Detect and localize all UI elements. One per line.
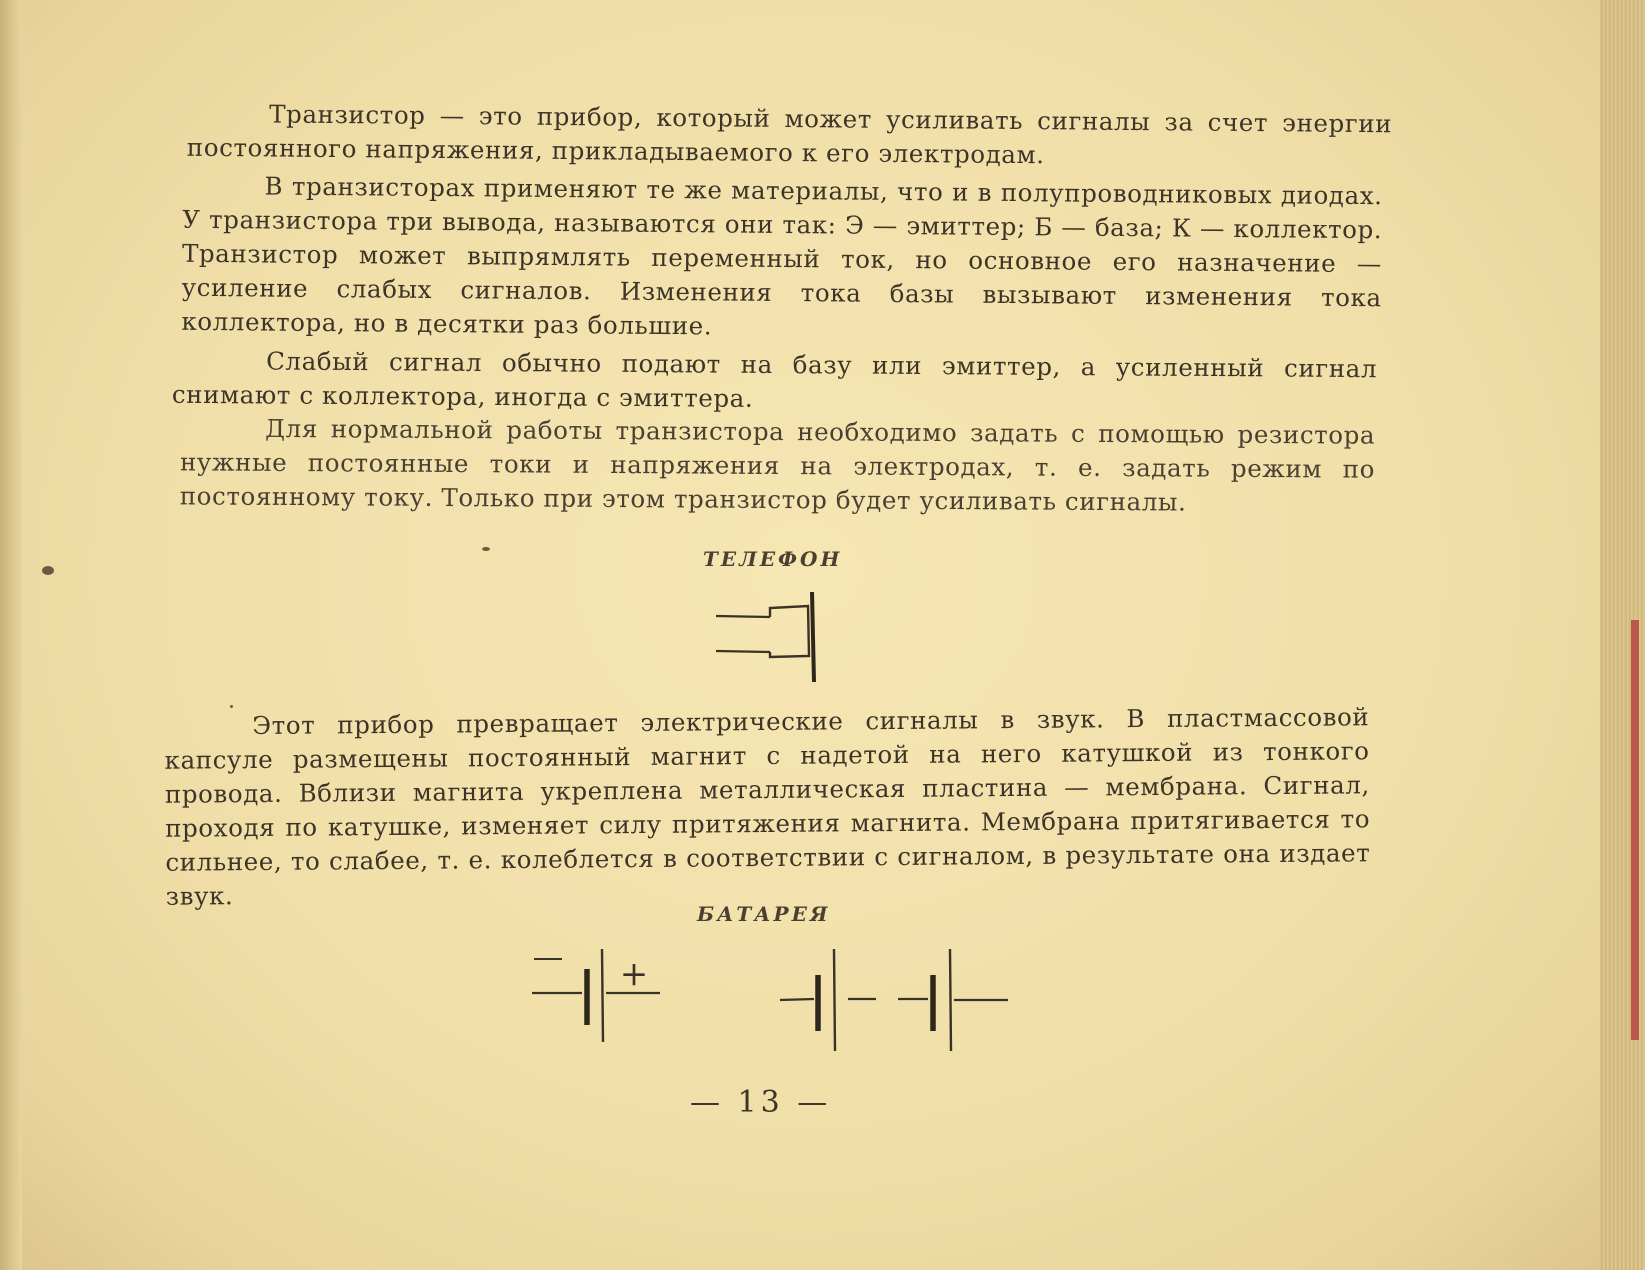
telephone-schematic-icon xyxy=(708,590,828,685)
page-binding xyxy=(0,0,22,1270)
paragraph-signal-input: Слабый сигнал обычно подают на базу или эмиттер, а усиленный сигнал снимают с коллектора, иногда с эмиттера. xyxy=(171,346,1378,413)
heading-battery: БАТАРЕЯ xyxy=(697,902,831,926)
ink-spot xyxy=(42,566,54,575)
page-stack-edge xyxy=(1600,0,1645,1270)
battery-plus-sign: + xyxy=(619,954,649,994)
heading-telephone: ТЕЛЕФОН xyxy=(703,547,843,571)
paragraph-transistor-leads: В транзисторах применяют те же материалы, что и в полупроводниковых диодах. У транзистора три вывода, называются они так: Э — эмиттер; Б — база; К — коллектор. Транзистор может выпрямлять переменный ток, но основное его назначение — усиление слабых сигналов. Изменения тока базы вызывают изменения тока коллектора, но в десятки раз большие. xyxy=(181,171,1383,341)
ink-spot xyxy=(230,705,233,708)
battery-cell-schematic-icon xyxy=(530,945,670,1045)
cover-edge xyxy=(1631,620,1639,1040)
page-number: — 13 — xyxy=(690,1085,832,1120)
battery-minus-sign: − xyxy=(547,964,549,966)
battery-two-cells-schematic-icon xyxy=(778,945,1018,1055)
ink-spot xyxy=(482,547,490,551)
paragraph-telephone-description: Этот прибор превращает электрические сигналы в звук. В пластмассовой капсуле размещены постоянный магнит с надетой на него катушкой из тонкого провода. Вблизи магнита укреплена металлическая пластина — мембрана. Сигнал, проходя по катушке, изменяет силу притяжения магнита. Мембрана притягивается то сильнее, то слабее, т. е. колеблется в соответствии с сигналом, в результате она издает звук. xyxy=(164,702,1371,911)
paragraph-transistor-definition: Транзистор — это прибор, который может усиливать сигналы за счет энергии постоянного напряжения, прикладываемого к его электродам. xyxy=(186,99,1393,170)
paragraph-bias-mode: Для нормальной работы транзистора необходимо задать с помощью резистора нужные постоянные токи и напряжения на электродах, т. е. задать режим по постоянному току. Только при этом транзистор будет усиливать сигналы. xyxy=(179,413,1376,517)
